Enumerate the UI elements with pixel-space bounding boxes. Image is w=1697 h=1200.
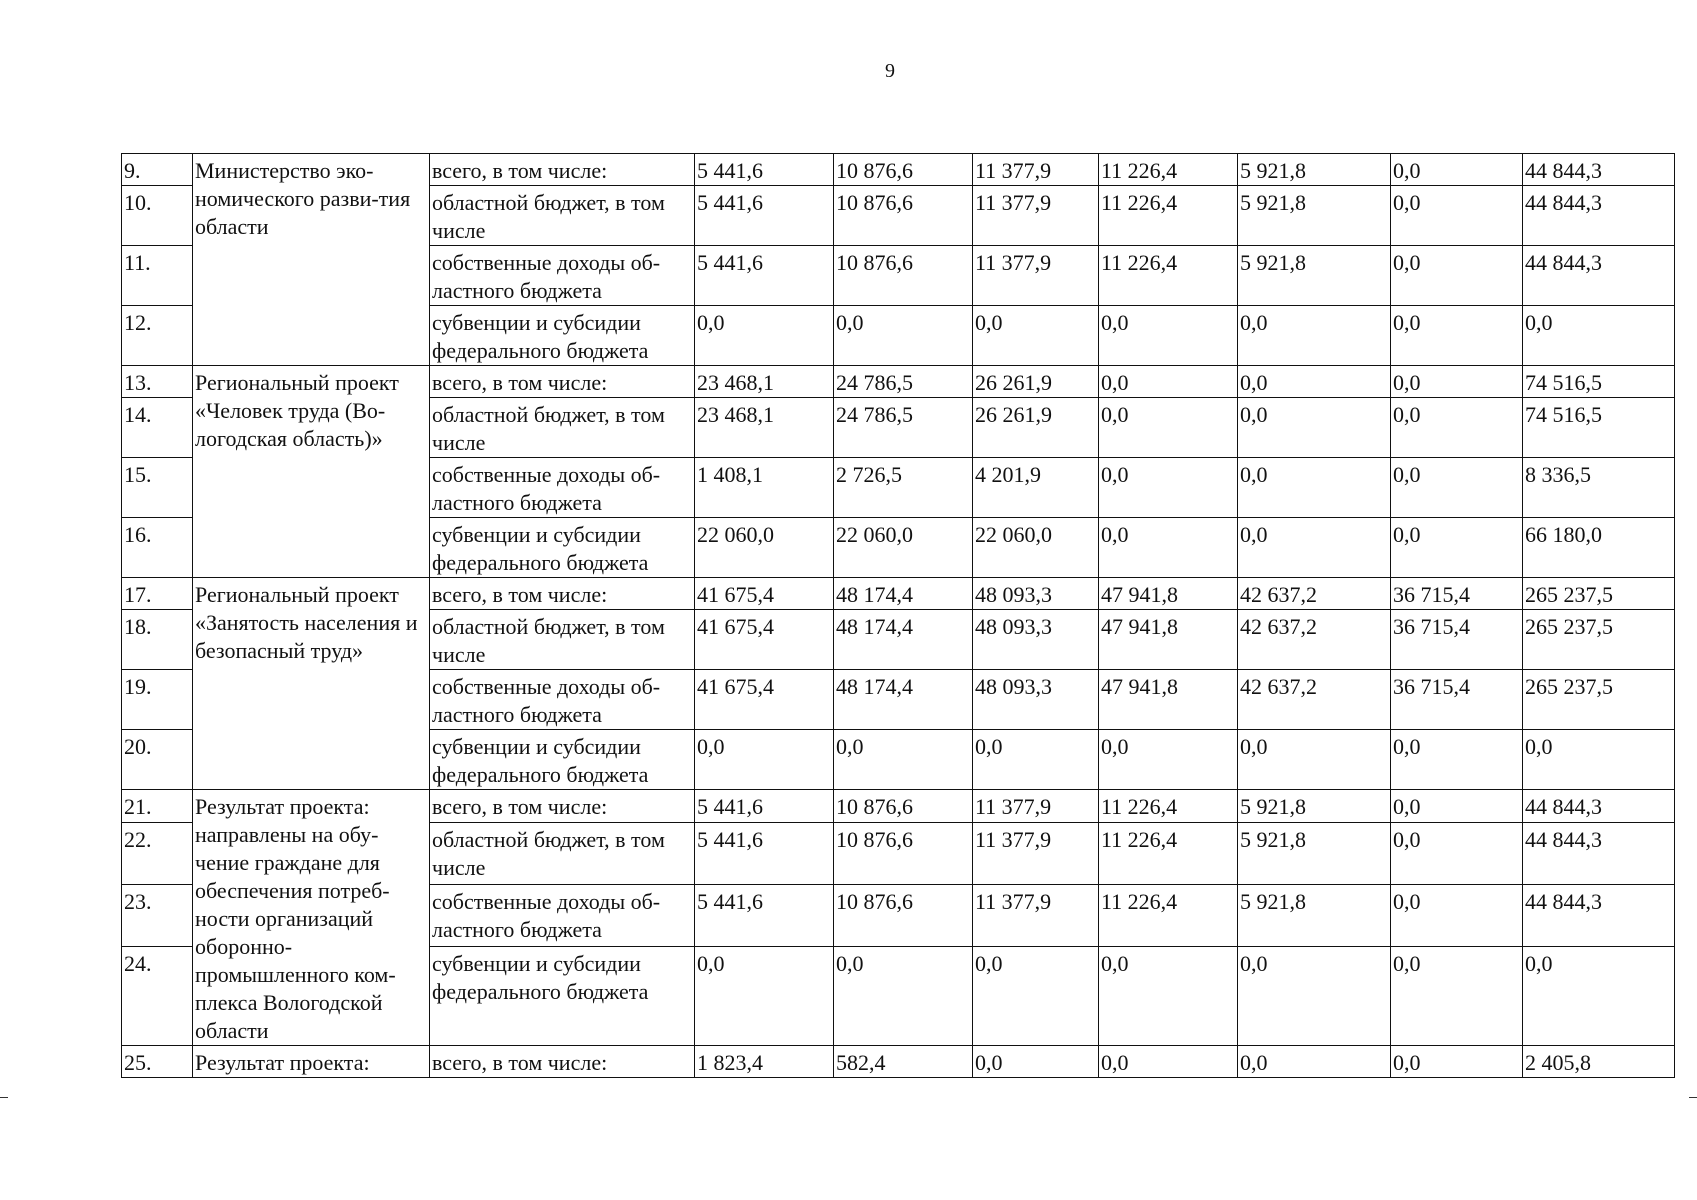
value-cell: 48 174,4 [834,670,973,730]
value-cell: 0,0 [973,306,1099,366]
value-cell: 0,0 [1238,366,1391,398]
row-number: 12. [122,306,193,366]
value-cell: 11 226,4 [1099,186,1238,246]
value-cell: 0,0 [1238,518,1391,578]
value-cell: 0,0 [1238,730,1391,790]
row-number: 10. [122,186,193,246]
total-cell: 44 844,3 [1523,790,1675,823]
value-cell: 5 441,6 [695,790,834,823]
funding-source: субвенции и субсидии федерального бюджета [430,946,695,1045]
value-cell: 11 226,4 [1099,246,1238,306]
value-cell: 0,0 [695,730,834,790]
row-number: 20. [122,730,193,790]
funding-source: всего, в том числе: [430,790,695,823]
value-cell: 0,0 [1391,1046,1523,1078]
value-cell: 2 726,5 [834,458,973,518]
row-number: 16. [122,518,193,578]
value-cell: 11 377,9 [973,884,1099,946]
value-cell: 0,0 [1391,884,1523,946]
value-cell: 0,0 [1238,458,1391,518]
value-cell: 0,0 [1391,730,1523,790]
value-cell: 42 637,2 [1238,578,1391,610]
funding-source: собственные доходы об-ластного бюджета [430,670,695,730]
funding-source: субвенции и субсидии федерального бюджета [430,518,695,578]
margin-mark-right [1689,1097,1697,1098]
value-cell: 0,0 [1391,790,1523,823]
row-number: 22. [122,823,193,885]
funding-source: субвенции и субсидии федерального бюджета [430,306,695,366]
value-cell: 10 876,6 [834,154,973,186]
value-cell: 0,0 [695,306,834,366]
value-cell: 0,0 [695,946,834,1045]
value-cell: 22 060,0 [834,518,973,578]
value-cell: 47 941,8 [1099,610,1238,670]
funding-source: всего, в том числе: [430,154,695,186]
value-cell: 0,0 [834,306,973,366]
total-cell: 44 844,3 [1523,884,1675,946]
value-cell: 36 715,4 [1391,610,1523,670]
group-name: Региональный проект «Занятость населения и безопасный труд» [193,578,430,790]
value-cell: 24 786,5 [834,366,973,398]
funding-source: областной бюджет, в том числе [430,823,695,885]
value-cell: 0,0 [1099,398,1238,458]
total-cell: 44 844,3 [1523,154,1675,186]
funding-source: собственные доходы об-ластного бюджета [430,884,695,946]
value-cell: 47 941,8 [1099,578,1238,610]
value-cell: 22 060,0 [695,518,834,578]
value-cell: 5 441,6 [695,246,834,306]
group-name: Региональный проект «Человек труда (Во-логодская область)» [193,366,430,578]
value-cell: 5 921,8 [1238,246,1391,306]
value-cell: 36 715,4 [1391,670,1523,730]
total-cell: 0,0 [1523,946,1675,1045]
value-cell: 0,0 [973,1046,1099,1078]
total-cell: 44 844,3 [1523,186,1675,246]
value-cell: 10 876,6 [834,186,973,246]
row-number: 24. [122,946,193,1045]
total-cell: 0,0 [1523,306,1675,366]
value-cell: 5 921,8 [1238,154,1391,186]
value-cell: 5 921,8 [1238,884,1391,946]
value-cell: 24 786,5 [834,398,973,458]
value-cell: 10 876,6 [834,884,973,946]
value-cell: 11 226,4 [1099,823,1238,885]
value-cell: 0,0 [1391,246,1523,306]
value-cell: 41 675,4 [695,610,834,670]
funding-source: собственные доходы об-ластного бюджета [430,458,695,518]
table-row [122,366,1675,398]
row-number: 13. [122,366,193,398]
value-cell: 1 823,4 [695,1046,834,1078]
total-cell: 44 844,3 [1523,823,1675,885]
group-name: Результат проекта: [193,1046,430,1078]
total-cell: 265 237,5 [1523,610,1675,670]
table-row [122,154,1675,186]
funding-source: областной бюджет, в том числе [430,398,695,458]
value-cell: 0,0 [834,730,973,790]
value-cell: 0,0 [1238,306,1391,366]
total-cell: 0,0 [1523,730,1675,790]
table-row [122,1046,1675,1078]
row-number: 17. [122,578,193,610]
value-cell: 0,0 [1391,306,1523,366]
value-cell: 48 093,3 [973,670,1099,730]
value-cell: 11 377,9 [973,246,1099,306]
row-number: 11. [122,246,193,306]
value-cell: 48 174,4 [834,578,973,610]
value-cell: 1 408,1 [695,458,834,518]
value-cell: 582,4 [834,1046,973,1078]
value-cell: 5 441,6 [695,884,834,946]
value-cell: 0,0 [1099,518,1238,578]
total-cell: 74 516,5 [1523,366,1675,398]
value-cell: 26 261,9 [973,398,1099,458]
value-cell: 5 921,8 [1238,186,1391,246]
value-cell: 48 174,4 [834,610,973,670]
value-cell: 0,0 [973,730,1099,790]
row-number: 14. [122,398,193,458]
value-cell: 47 941,8 [1099,670,1238,730]
funding-source: всего, в том числе: [430,1046,695,1078]
value-cell: 11 377,9 [973,823,1099,885]
value-cell: 5 441,6 [695,154,834,186]
value-cell: 11 226,4 [1099,790,1238,823]
value-cell: 5 921,8 [1238,823,1391,885]
value-cell: 11 226,4 [1099,154,1238,186]
value-cell: 0,0 [1099,730,1238,790]
value-cell: 0,0 [973,946,1099,1045]
total-cell: 74 516,5 [1523,398,1675,458]
total-cell: 44 844,3 [1523,246,1675,306]
value-cell: 0,0 [834,946,973,1045]
value-cell: 23 468,1 [695,398,834,458]
value-cell: 0,0 [1391,946,1523,1045]
margin-mark-left [0,1097,8,1098]
value-cell: 4 201,9 [973,458,1099,518]
value-cell: 26 261,9 [973,366,1099,398]
total-cell: 265 237,5 [1523,578,1675,610]
value-cell: 0,0 [1391,154,1523,186]
funding-source: всего, в том числе: [430,366,695,398]
row-number: 23. [122,884,193,946]
value-cell: 42 637,2 [1238,610,1391,670]
value-cell: 0,0 [1099,946,1238,1045]
value-cell: 0,0 [1391,458,1523,518]
value-cell: 11 377,9 [973,154,1099,186]
value-cell: 10 876,6 [834,823,973,885]
value-cell: 0,0 [1238,946,1391,1045]
funding-source: областной бюджет, в том числе [430,610,695,670]
funding-source: всего, в том числе: [430,578,695,610]
funding-source: субвенции и субсидии федерального бюджета [430,730,695,790]
value-cell: 10 876,6 [834,790,973,823]
row-number: 25. [122,1046,193,1078]
total-cell: 66 180,0 [1523,518,1675,578]
funding-source: областной бюджет, в том числе [430,186,695,246]
table-row [122,790,1675,823]
value-cell: 0,0 [1099,1046,1238,1078]
group-name: Министерство эко-номического разви-тия области [193,154,430,366]
value-cell: 41 675,4 [695,670,834,730]
value-cell: 0,0 [1391,366,1523,398]
page-number: 9 [885,60,895,82]
value-cell: 0,0 [1238,1046,1391,1078]
funding-source: собственные доходы об-ластного бюджета [430,246,695,306]
value-cell: 5 921,8 [1238,790,1391,823]
value-cell: 0,0 [1099,366,1238,398]
value-cell: 0,0 [1391,398,1523,458]
value-cell: 0,0 [1099,458,1238,518]
total-cell: 8 336,5 [1523,458,1675,518]
value-cell: 48 093,3 [973,578,1099,610]
value-cell: 0,0 [1099,306,1238,366]
row-number: 19. [122,670,193,730]
value-cell: 11 377,9 [973,186,1099,246]
value-cell: 0,0 [1391,186,1523,246]
value-cell: 10 876,6 [834,246,973,306]
budget-table [121,153,1675,1078]
value-cell: 23 468,1 [695,366,834,398]
value-cell: 0,0 [1391,823,1523,885]
value-cell: 48 093,3 [973,610,1099,670]
value-cell: 5 441,6 [695,823,834,885]
group-name: Результат проекта: направлены на обу-чение граждане для обеспечения потреб-ности организаций оборонно-промышленного ком-плекса Вологодской области [193,790,430,1046]
value-cell: 11 226,4 [1099,884,1238,946]
value-cell: 11 377,9 [973,790,1099,823]
table-row [122,578,1675,610]
value-cell: 5 441,6 [695,186,834,246]
row-number: 9. [122,154,193,186]
value-cell: 0,0 [1391,518,1523,578]
row-number: 21. [122,790,193,823]
value-cell: 0,0 [1238,398,1391,458]
total-cell: 265 237,5 [1523,670,1675,730]
value-cell: 36 715,4 [1391,578,1523,610]
value-cell: 41 675,4 [695,578,834,610]
value-cell: 22 060,0 [973,518,1099,578]
row-number: 18. [122,610,193,670]
row-number: 15. [122,458,193,518]
total-cell: 2 405,8 [1523,1046,1675,1078]
value-cell: 42 637,2 [1238,670,1391,730]
